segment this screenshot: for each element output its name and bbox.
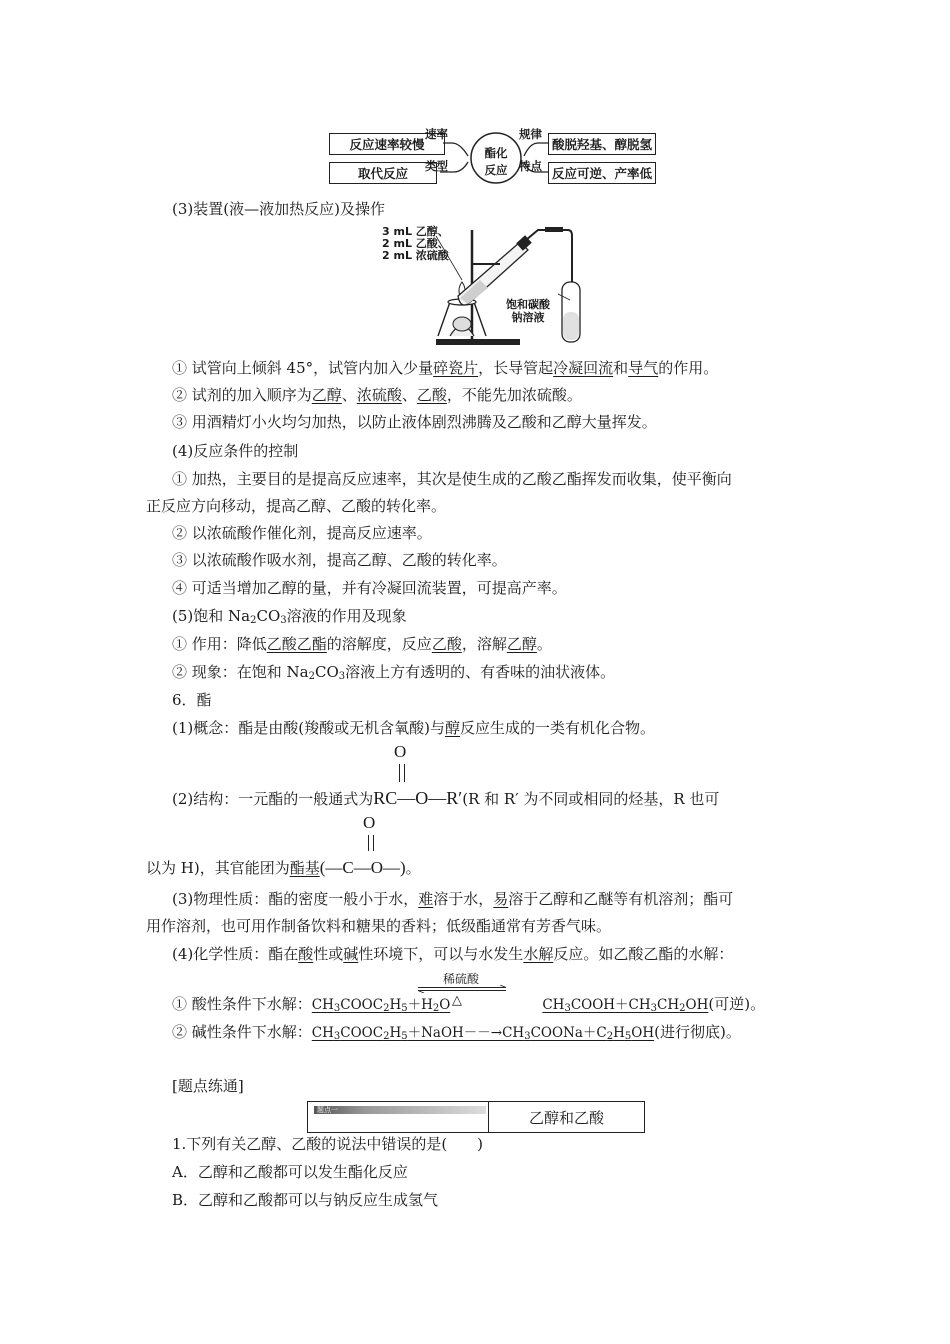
section6-title: 6．酯	[172, 691, 212, 709]
sec4-item1-line1: ① 加热，主要目的是提高反应速率，其次是使生成的乙酸乙酯挥发而收集，使平衡向	[172, 470, 732, 488]
type-box	[329, 162, 437, 184]
sec5-item2-c: CO	[314, 663, 339, 681]
sec3-item2-c: 、	[341, 386, 357, 404]
sec5-title-a: (5)饱和 Na	[172, 607, 251, 625]
sec3-item1	[172, 357, 718, 378]
type-label: 类型	[425, 159, 448, 173]
sec6-physical-line2: 用作溶剂，也可用作制备饮料和糖果的香料；低级酯通常有芳香气味。	[146, 917, 612, 935]
topic-title: 乙醇和乙酸	[528, 1108, 604, 1127]
reagents-label-line1: 3 mL 乙醇、	[382, 225, 449, 238]
acid-hydrolysis-line	[172, 993, 765, 1014]
section3-title: (3)装置(液—液加热反应)及操作	[172, 200, 385, 218]
acid-hydrolysis-label: ① 酸性条件下水解：	[172, 995, 312, 1013]
group-oxygen-top: O	[363, 813, 376, 832]
sec6-physical-a2: 难	[418, 890, 434, 908]
sec6-structure-e: 。	[405, 859, 421, 877]
diagram-center-label: 酯化 反应	[484, 146, 508, 177]
sec5-item1	[172, 633, 552, 654]
sec6-physical-a5: 溶于乙醇和乙醚等有机溶剂；酯可	[508, 890, 734, 908]
section5-title	[172, 605, 407, 626]
formula-oxygen-top: O	[394, 742, 407, 761]
rule-box-text: 酸脱羟基、醇脱氢	[551, 137, 652, 152]
sec5-item2-e: 溶液上方有透明的、有香味的油状液体。	[345, 663, 616, 681]
ester-general-formula: RC—O—R′	[373, 788, 463, 808]
topic-tag: 题点一	[317, 1106, 338, 1114]
sec5-item2-d: 3	[338, 671, 346, 682]
sec6-chemical-c: 性或	[313, 945, 344, 963]
sec6-chemical	[172, 943, 733, 964]
sec6-chemical-f: 水解	[523, 945, 554, 963]
sec3-item2-f: 乙酸	[416, 386, 447, 404]
sec6-chemical-a: (4)化学性质：酯在	[172, 945, 299, 963]
sec6-structure-b: (R 和 R′ 为不同或相同的烃基，R 也可	[462, 790, 720, 808]
sec5-item1-a: ① 作用：降低	[172, 635, 267, 653]
base-hydrolysis-label: ② 碱性条件下水解：	[172, 1023, 312, 1041]
sec5-title-e: 溶液的作用及现象	[286, 607, 407, 625]
acid-hydrolysis-products: $CH_3COOH+CH_3CH_2OH$	[542, 997, 709, 1014]
sec3-item2-e: 、	[401, 386, 417, 404]
acid-heat-label: △	[452, 993, 462, 1008]
sec6-concept-b: 醇	[444, 719, 460, 737]
sec3-item1-g: 的作用。	[658, 359, 719, 377]
sec6-chemical-g: 反应。如乙酸乙酯的水解：	[553, 945, 734, 963]
sec5-title-d: 3	[280, 615, 287, 626]
sec5-title-b: 2	[250, 615, 257, 626]
sec6-physical-a1: (3)物理性质：酯的密度一般小于水，	[172, 890, 419, 908]
sec6-concept-a: (1)概念：酯是由酸(羧酸或无机含氧酸)与	[172, 719, 445, 737]
feature-box-text: 反应可逆、产率低	[551, 166, 652, 181]
sec6-concept-c: 反应生成的一类有机化合物。	[459, 719, 655, 737]
sec4-item2: ② 以浓硫酸作催化剂，提高反应速率。	[172, 524, 432, 542]
sec5-item2-b: 2	[308, 671, 315, 682]
sec5-item2	[172, 661, 615, 682]
reagents-label	[382, 226, 449, 262]
sec3-item1-a: ① 试管向上倾斜 45°，试管内加入少量	[172, 359, 434, 377]
sec6-structure-a: (2)结构：一元酯的一般通式为	[172, 790, 374, 808]
sec5-item2-a: ② 现象：在饱和 Na	[172, 663, 309, 681]
acid-catalyst-label: 稀硫酸	[442, 972, 479, 986]
sec6-structure-line2	[146, 857, 421, 878]
sec3-item2-b: 乙醇	[311, 386, 342, 404]
sec3-item1-f: 导气	[628, 359, 659, 377]
sec5-title-c: CO	[256, 607, 281, 625]
sec6-structure-c: 以为 H)，其官能团为	[146, 859, 290, 877]
feature-label: 特点	[519, 159, 542, 173]
formula-double-bond	[399, 764, 405, 782]
question-1-option-b: B．乙醇和乙酸都可以与钠反应生成氢气	[172, 1191, 439, 1209]
question-1-option-a: A．乙醇和乙酸都可以发生酯化反应	[172, 1163, 408, 1181]
sec3-item2-d: 浓硫酸	[356, 386, 402, 404]
reagents-label-line3: 2 mL 浓硫酸	[382, 249, 449, 262]
sec6-concept	[172, 717, 655, 738]
sec6-physical-a3: 溶于水，	[433, 890, 494, 908]
sec6-structure-line	[172, 788, 719, 809]
reagents-label-line2: 2 mL 乙酸、	[382, 237, 449, 250]
sec5-item1-d: 乙酸	[431, 635, 462, 653]
sec5-item1-g: 。	[536, 635, 552, 653]
sec6-physical-a4: 易	[493, 890, 509, 908]
receiver-label-line1: 饱和碳酸	[506, 298, 550, 311]
acid-hydrolysis-tail: (可逆)。	[708, 995, 766, 1013]
practice-title: [题点练通]	[172, 1077, 244, 1095]
sec4-item4: ④ 可适当增加乙醇的量，并有冷凝回流装置，可提高产率。	[172, 579, 567, 597]
receiver-label	[506, 298, 550, 324]
base-hydrolysis-line	[172, 1021, 741, 1042]
rule-label: 规律	[519, 127, 542, 141]
ester-functional-group: (—C—O—)	[319, 858, 406, 877]
section4-title: (4)反应条件的控制	[172, 442, 299, 460]
receiver-label-line2: 钠溶液	[511, 311, 545, 324]
topic-tag-bar	[314, 1106, 486, 1114]
sec6-chemical-e: 性环境下，可以与水发生	[358, 945, 524, 963]
sec3-item1-c: ，长导管起	[478, 359, 554, 377]
sec6-structure-d: 酯基	[289, 859, 320, 877]
sec3-item2-g: ，不能先加浓硫酸。	[446, 386, 582, 404]
sec3-item2-a: ② 试剂的加入顺序为	[172, 386, 312, 404]
acid-hydrolysis-reactants: $CH_3COOC_2H_5+H_2O$	[311, 997, 451, 1014]
reversible-arrow-icon	[416, 985, 508, 993]
feature-box	[548, 162, 656, 184]
sec3-item3: ③ 用酒精灯小火均匀加热，以防止液体剧烈沸腾及乙酸和乙醇大量挥发。	[172, 413, 657, 431]
sec6-chemical-b: 酸	[298, 945, 314, 963]
sec3-item1-b: 碎瓷片	[433, 359, 479, 377]
topic-banner-tag-cell	[308, 1102, 489, 1132]
rule-box	[548, 133, 656, 155]
base-hydrolysis-tail: (进行彻底)。	[654, 1023, 741, 1041]
sec6-physical-line1	[172, 888, 733, 909]
sec6-chemical-d: 碱	[343, 945, 359, 963]
sec3-item1-e: 和	[613, 359, 629, 377]
sec4-item3: ③ 以浓硫酸作吸水剂，提高乙醇、乙酸的转化率。	[172, 551, 507, 569]
sec5-item1-e: ，溶解	[461, 635, 507, 653]
topic-banner	[307, 1101, 645, 1133]
sec3-item1-d: 冷凝回流	[553, 359, 614, 377]
sec4-item1-line2: 正反应方向移动，提高乙醇、乙酸的转化率。	[146, 497, 447, 515]
rate-box-text: 反应速率较慢	[349, 137, 425, 152]
base-hydrolysis-equation: $CH_3COOC_2H_5+NaOH--\to CH_3COONa+C_2H_5OH$	[311, 1025, 655, 1042]
sec5-item1-c: 的溶解度，反应	[326, 635, 432, 653]
sec5-item1-b: 乙酸乙酯	[266, 635, 327, 653]
group-double-bond	[368, 835, 374, 851]
type-box-text: 取代反应	[357, 166, 408, 181]
sec5-item1-f: 乙醇	[506, 635, 537, 653]
sec3-item2	[172, 384, 582, 405]
rate-label: 速率	[425, 127, 448, 141]
question-1: 1.下列有关乙醇、乙酸的说法中错误的是( )	[172, 1135, 484, 1153]
